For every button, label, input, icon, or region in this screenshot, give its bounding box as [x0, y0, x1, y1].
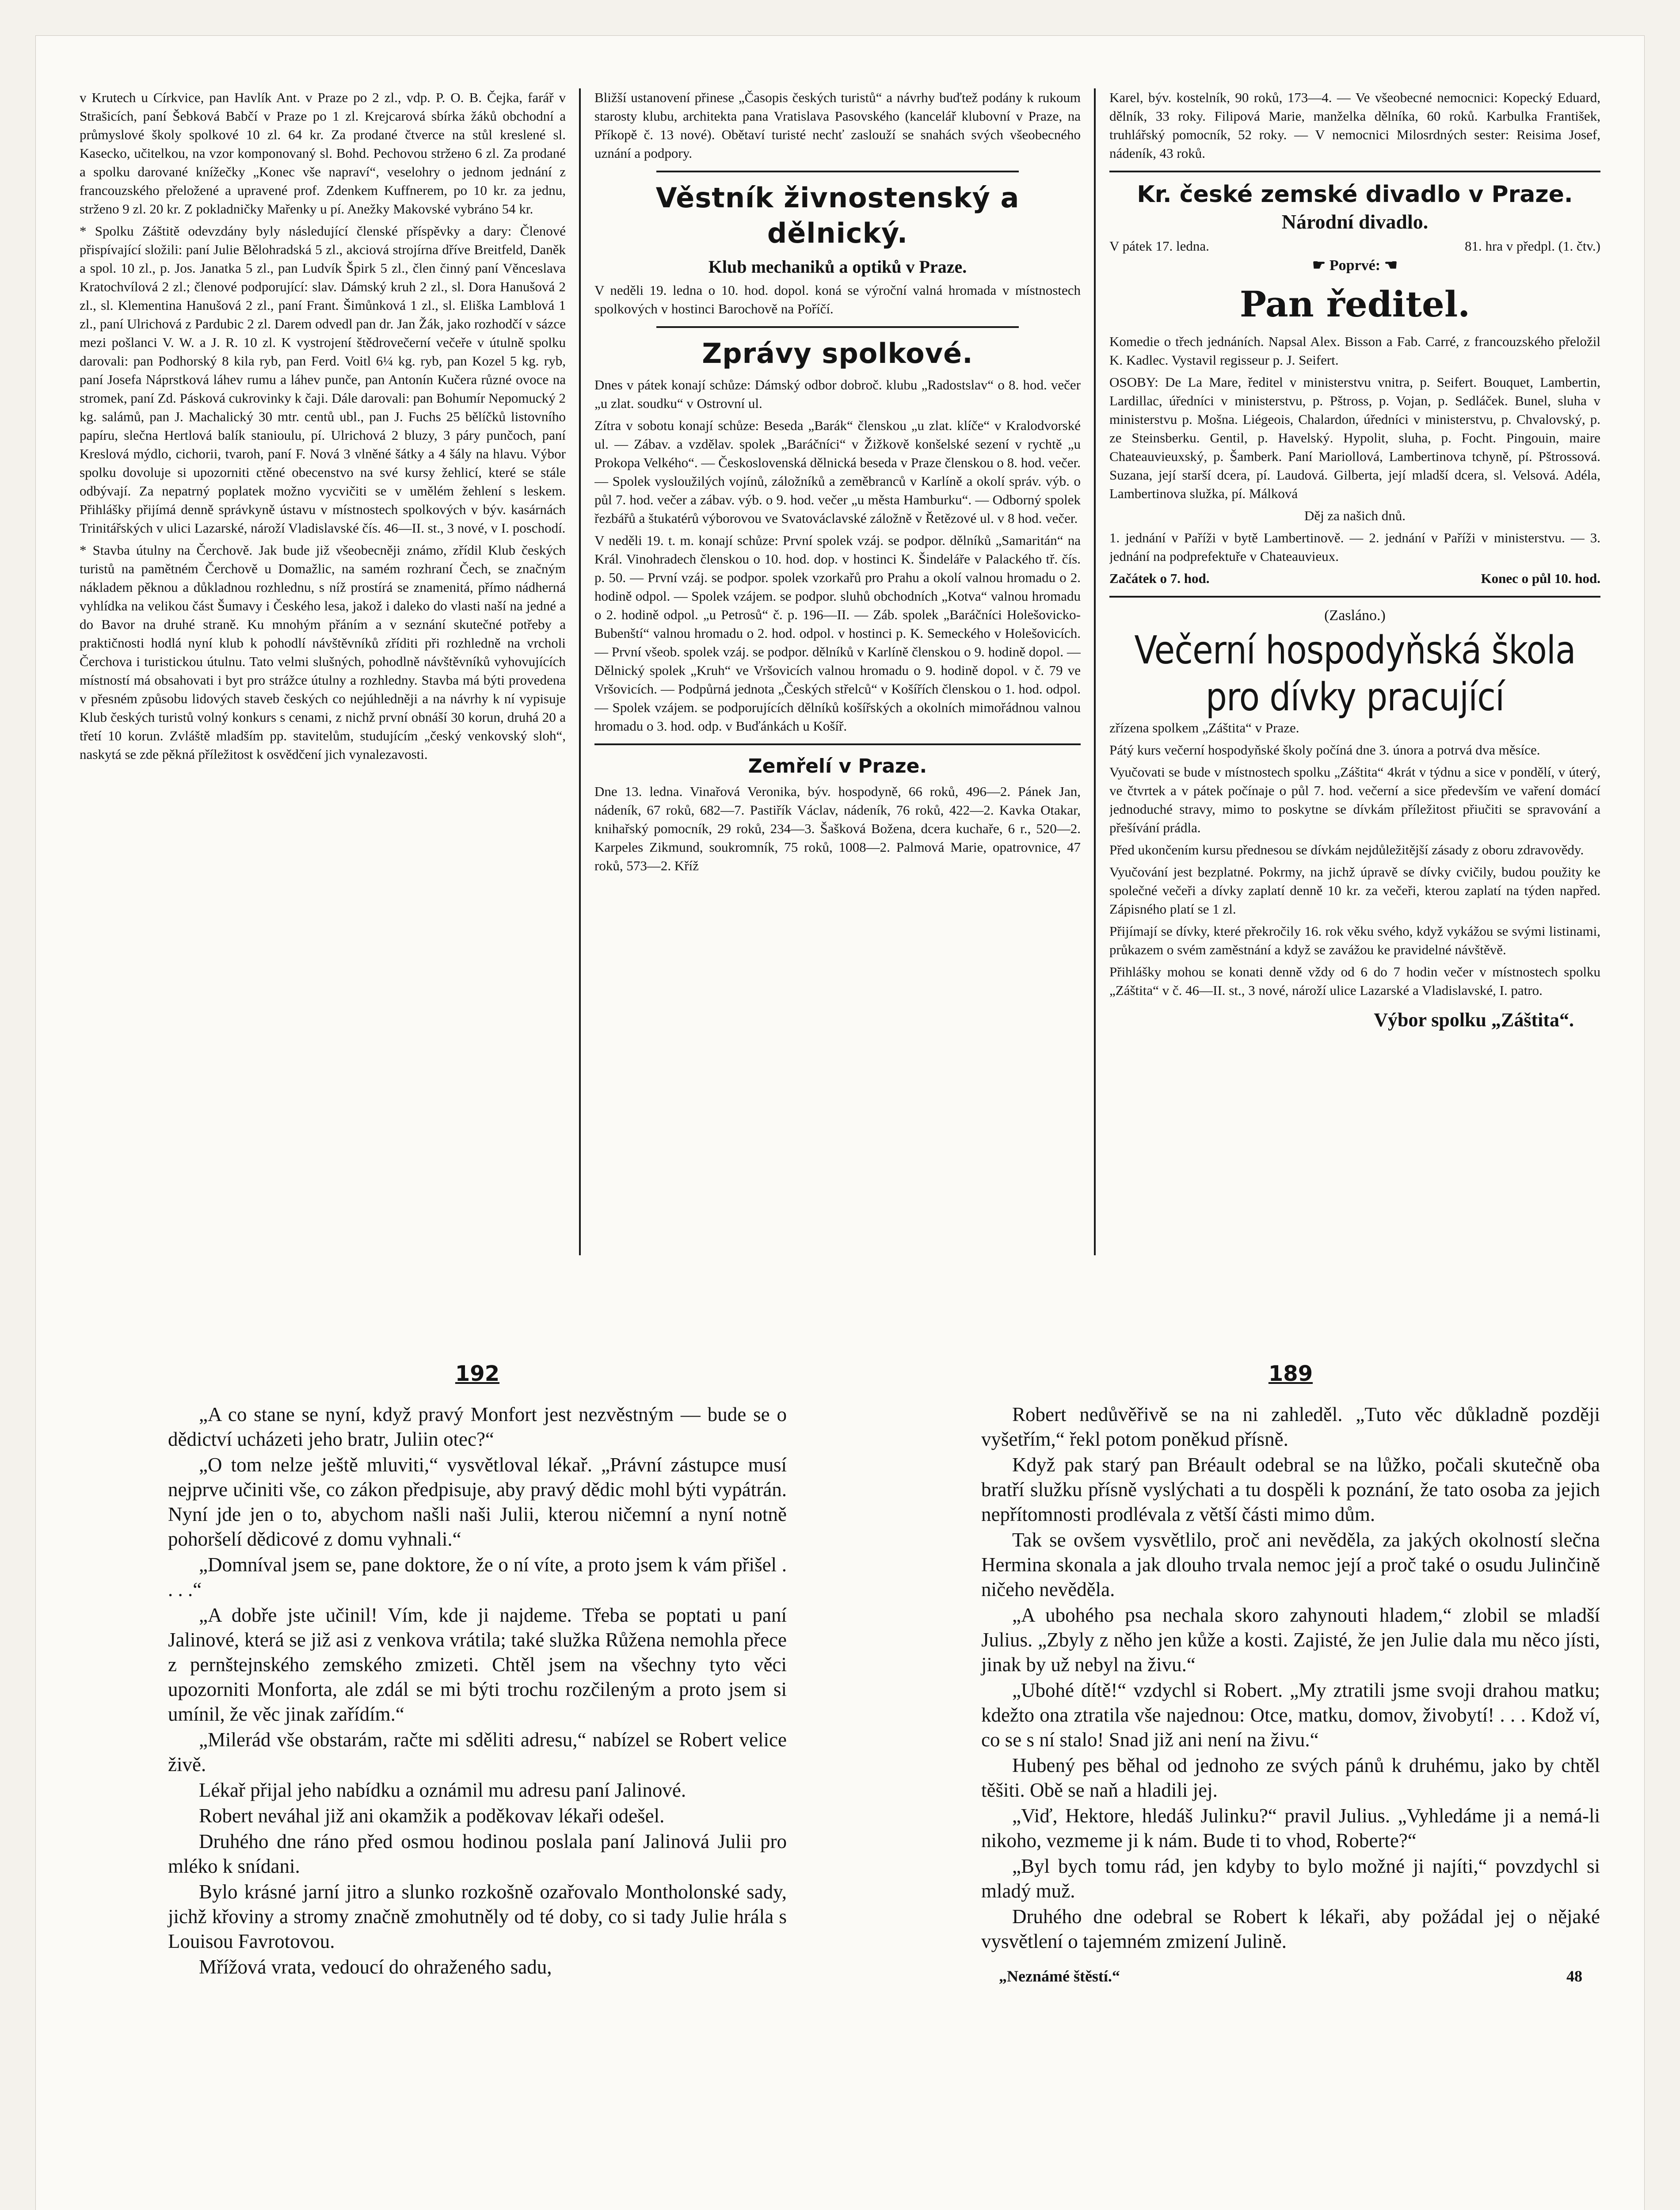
- notice-today-meetings: Dnes v pátek konají schůze: Dámský odbor dobroč. klubu „Radostslav“ o 8. hod. večer „u zlat. soudku“ v Ostrovní ul.: [594, 377, 1081, 411]
- section-rule: [1109, 596, 1600, 598]
- book-paragraph: Hubený pes běhal od jednoho ze svých pánů k druhému, jako by chtěl těšiti. Obě se naň a hladili jej.: [981, 1754, 1600, 1801]
- play-end-time: Konec o půl 10. hod.: [1481, 571, 1600, 586]
- subheading-mechanics-club: Klub mechaniků a optiků v Praze.: [708, 257, 967, 277]
- newspaper-section: [80, 88, 1600, 1255]
- ad-paragraph: Vyučování jest bezplatné. Pokrmy, na jichž úpravě se dívky cvičily, budou použity ke společné večeři a dívky zaplatí denně 10 kr. za večeři, kterou zaplatí na týden napřed. Zápisného platí se 1 zl.: [1109, 864, 1600, 917]
- play-setting: Děj za našich dnů.: [1304, 508, 1406, 523]
- theatre-subheading: Národní divadlo.: [1281, 210, 1429, 233]
- book-paragraph: Mřížová vrata, vedoucí do ohraženého sadu,: [199, 1956, 552, 1978]
- book-paragraph: „O tom nelze ještě mluviti,“ vysvětloval lékař. „Právní zástupce musí nejprve učiniti vše, co zákon předpisuje, aby pravý dědic mohl býti vypátrán. Nyní jde jen o to, abychom našli naši Julii, kterou ničemní a nyní notně pohoršelí dědicové z domu vyhnali.“: [168, 1454, 787, 1550]
- ad-paragraph: Přihlášky mohou se konati denně vždy od 6 do 7 hodin večer v místnostech spolku „Záštita“ v č. 46—II. st., 3 nové, nároží ulice Lazarské a Vladislavské, I. patro.: [1109, 964, 1600, 998]
- section-rule: [656, 171, 1019, 172]
- book-paragraph: „Ubohé dítě!“ vzdychl si Robert. „My ztratili jsme svoji drahou matku; kdežto ona ztratila vše najednou: Otce, matku, domov, živobytí! . . . Kdož ví, co se s ní stalo! Snad již ani není na živu.“: [981, 1679, 1600, 1751]
- book-paragraph: „Viď, Hektore, hledáš Julinku?“ pravil Julius. „Vyhledáme ji a nemá-li nikoho, vezmeme ji k nám. Bude ti to vhod, Roberte?“: [981, 1805, 1600, 1852]
- notice-saturday-meetings: Zítra v sobotu konají schůze: Beseda „Barák“ členskou „u zlat. klíče“ v Kralodvorské ul. — Zábav. a vzdělav. spolek „Baráčníci“ v Žižkově konšelské sezení v rychtě „u Prokopa Velkého“. — Československá dělnická beseda v Praze členskou o 8. hod. večer. — Spolek vysloužilých vojínů, záložníků a zeměbranců v Karlíně a okolí správ. výb. o půl 7. hod. večer a zábav. výb. o 9. hod. večer „u města Hamburku“. — Odborný spolek řezbářů a štukatérů výborovou ve Svatováclavské záložně v Řetězové ul. v 8 hod. večer.: [594, 418, 1081, 526]
- article-donations: v Krutech u Církvice, pan Havlík Ant. v Praze po 2 zl., vdp. P. O. B. Čejka, farář v Strašicích, paní Šebková Babčí v Praze po 1 zl. Krejcarová sbírka žáků obchodní a průmyslové školy spolkové 10 zl. 64 kr. Za prodané čtverce na stůl kreslené sl. Kasecko, učitelkou, na vzor komponovaný sl. Bohd. Pechovou stržено 6 zl. Za prodané a spolku darované knížečky „Konec vše napraví“, veselohry o jednom jednání z francouzského přeložené a upravené prof. Zdenkem Kuffnerem, po 10 kr. za jednu, strženo 9 zl. 20 kr. Z pokladničky Mařenky u pí. Anežky Makovské vybráno 54 kr.: [80, 90, 566, 217]
- ad-paragraph: Vyučovati se bude v místnostech spolku „Záštita“ 4krát v týdnu a sice v pondělí, v úterý, ve čtvrtek a v pátek počínaje o půl 7. hod. večerní a sice především ve vaření domácí jednoduché stravy, mimo to poskytne se dívkám příležitost přiučiti se spravování a přešívání prádla.: [1109, 764, 1600, 835]
- book-page-left: [168, 1361, 787, 2210]
- premiere-label: ☛ Poprvé: ☚: [1312, 257, 1398, 274]
- play-start-time: Začátek o 7. hod.: [1109, 571, 1210, 586]
- news-column-1: [80, 88, 566, 1255]
- column-divider: [1094, 88, 1096, 1255]
- ad-kicker: (Zasláno.): [1324, 607, 1386, 624]
- section-rule: [1109, 171, 1600, 172]
- book-paragraph: „A dobře jste učinil! Vím, kde ji najdeme. Třeba se poptati u paní Jalinové, která se již asi z venkova vrátila; také služka Růžena nemohla přece z pernštejnského zemského zmizeti. Chtěl jsem na všechny tyto věci upozorniti Monforta, ale zdál se mi býti trochu rozčileným a proto jsem si umínil, že věc jinak zařídím.“: [168, 1604, 787, 1725]
- play-times-row: [1109, 569, 1600, 588]
- performance-number: 81. hra v předpl. (1. čtv.): [1464, 238, 1600, 254]
- news-column-2: [594, 88, 1081, 1255]
- book-paragraph: Robert neváhal již ani okamžik a poděkovav lékaři odešel.: [199, 1805, 665, 1827]
- page-footer: [981, 1967, 1600, 1985]
- footer-signature-number: 48: [1566, 1967, 1582, 1985]
- ad-paragraph: Pátý kurs večerní hospodyňské školy počíná dne 3. února a potrvá dva měsíce.: [1109, 742, 1540, 758]
- section-rule: [656, 326, 1019, 328]
- book-paragraph: „A co stane se nyní, když pravý Monfort jest nezvěstným — bude se o dědictví ucházeti jeho bratr, Juliin otec?“: [168, 1403, 787, 1450]
- book-paragraph: „Domníval jsem se, pane doktore, že o ní víte, a proto jsem k vám přišel . . . .“: [168, 1554, 787, 1600]
- page-number: 189: [1268, 1361, 1313, 1386]
- death-notices-continued: Karel, býv. kostelník, 90 roků, 173—4. — Ve všeobecné nemocnici: Kopecký Eduard, dělník, 33 roky. Filipová Marie, manželka dělníka, 60 roků. Karbulka František, truhlářský pomocník, 52 roky. — V nemocnici Milosrdných sester: Reisima Josef, nádeník, 43 roků.: [1109, 90, 1600, 161]
- theatre-heading: Kr. české zemské divadlo v Praze.: [1137, 181, 1573, 208]
- book-paragraph: „Byl bych tomu rád, jen kdyby to bylo možné ji najíti,“ povzdychl si mladý muž.: [981, 1855, 1600, 1902]
- death-notices: Dne 13. ledna. Vinařová Veronika, býv. hospodyně, 66 roků, 496—2. Pánek Jan, nádeník, 67 roků, 682—7. Pastiřík Václav, nádeník, 76 roků, 422—2. Kavka Otakar, knihařský pomocník, 29 roků, 234—3. Šašková Božena, dcera kuchaře, 6 r., 520—2. Karpeles Zikmund, soukromník, 75 roků, 1008—2. Palmová Marie, opatrovnice, 47 roků, 573—2. Kříž: [594, 784, 1081, 873]
- footer-book-title: „Neznámé štěstí.“: [999, 1967, 1120, 1985]
- ad-paragraph: Přijímají se dívky, které překročily 16. rok věku svého, když vykážou se svými listinami, průkazem o svém zaměstnání a když se zavážou ke pravidelné návštěvě.: [1109, 923, 1600, 957]
- book-paragraph: Robert nedůvěřivě se na ni zahleděl. „Tuto věc důkladně později vyšetřím,“ řekl potom poněkud přísně.: [981, 1403, 1600, 1450]
- article-zastita-donations: * Spolku Záštitě odevzdány byly následující členské příspěvky a dary: Členové přispívající složili: paní Julie Bělohradská 5 zl., akciová strojírna dříve Breitfeld, Daněk a spol. 10 zl., p. Jos. Janatka 5 zl., pan Ludvík Špirk 5 zl., člen činný paní Věnceslava Kratochvílová 2 zl.; členové podporující: slav. Dámský kruh 2 zl., sl. Dora Hanušová 2 zl., sl. Klementina Hanušová 2 zl., paní Frant. Šimůnková 1 zl., sl. Eliška Lamblová 1 zl., paní Ulrichová z Pardubic 2 zl. Darem odvedl pan dr. Jan Žák, jako rozhodčí v sázce mezi pošlanci V. W. a J. R. 10 zl. K vystrojení štědrovečerní večeře v útulně spolku darovali: pan Podhorský 8 kila ryb, pan Ferd. Voitl 6¼ kg. ryb, pan Kozel 5 kg. ryb, paní Josefa Náprstková láhev rumu a láhev punče, pan Antonín Kučera různé ovoce na stromek, paní Zd. Pásková cukrovinky k čaji. Dále darovali: pan Bohumír Nepomucký 2 kg. salámů, pan J. Machalický 30 mtr. centů ubl., pan J. Fuchs 25 bělíčků listovního papíru, slečna Hertlová balík stanioulu, pí. Ulrichová 2 bluzy, 3 páry punčoch, paní Kreslová mýdlo, cichorii, tvaroh, paní F. Nová 3 vlněné šátky a 4 šály na hlavu. Výbor spolku dovoluje si upozorniti ctěné obecenstvo na své kursy žehlicí, které se stále odbývají. Za nepatrný poplatek možno vycvičiti se v umělém žehlení s leskem. Přihlášky přijímá denně správkyně ústavu v místnostech spolkových v býv. kasárnách Trinitářských v ulici Lazarské, nároží Vladislavské čís. 46—II. st., 3 nové, v I. poschodí.: [80, 223, 566, 536]
- section-rule: [594, 743, 1081, 745]
- notice-mechanics-club: V neděli 19. ledna o 10. hod. dopol. koná se výroční valná hromada v místnostech spolkových v hostinci Barochově na Poříčí.: [594, 282, 1081, 316]
- ad-intro: zřízena spolkem „Záštita“ v Praze.: [1109, 720, 1299, 735]
- performance-date: V pátek 17. ledna.: [1109, 238, 1209, 254]
- book-page-right: [981, 1361, 1600, 2210]
- notice-sunday-meetings: V neděli 19. t. m. konají schůze: První spolek vzáj. se podpor. dělníků „Samaritán“ na Král. Vinohradech členskou o 10. hod. dop. v hostinci K. Šindeláře v Palackého tř. čís. p. 50. — První vzáj. se podpor. spolek vzorkařů pro Prahu a okolí valnou hromadu o 2. hodině odpol. — Spolek vzájem. se podpor. sluhů obchodních „Kotva“ valnou hromadu o 2. hodině odpol. „u Petrosů“ č. p. 196—II. — Záb. spolek „Baráčníci Holešovicko-Bubenští“ valnou hromadu o 2. hod. odpol. v hostinci p. K. Semeckého v Holešovicích. — První všeob. spolek vzáj. se podpor. dělníků v Karlíně členskou o 9. hodině dopol. — Dělnický spolek „Kruh“ ve Vršovicích valnou hromadu o 9. hodině dopol. v č. 79 ve Vršovicích. — Podpůrná jednota „Českých střelců“ v Košířích členskou o 1. hod. odpol. — Spolek vzájem. se podporujících dělníků košířských a okolních mimořádnou valnou hromadu o 3. hod. odp. v Buďánkách u Košíř.: [594, 533, 1081, 734]
- news-column-3: [1109, 88, 1600, 1255]
- book-paragraph: Tak se ovšem vysvětlilo, proč ani nevěděla, za jakých okolností slečna Hermina skonala a jak dlouho trvala nemoc její a proč také o osudu Julinčině ničeho nevěděla.: [981, 1529, 1600, 1600]
- ad-title: Večerní hospodyňská škola pro dívky pracující: [1134, 627, 1576, 720]
- article-cerchov-continued: Bližší ustanovení přinese „Časopis českých turistů“ a návrhy buďtež podány k rukoum starosty klubu, architekta pana Vratislava Pasovského (kancelář klubovní v Praze, na Příkopě č. 13 nové). Obětaví turisté nechť zaslouží se snahách svých všeobecného uznání a podpory.: [594, 90, 1081, 161]
- book-paragraph: Bylo krásné jarní jitro a slunko rozkošně ozařovalo Montholonské sady, jichž křoviny a stromy značně zmohutněly od té doby, co si tady Julie hrála s Louisou Favrotovou.: [168, 1881, 787, 1952]
- performance-info-row: [1109, 237, 1600, 255]
- book-paragraph: Lékař přijal jeho nabídku a oznámil mu adresu paní Jalinové.: [199, 1779, 686, 1801]
- play-cast: OSOBY: De La Mare, ředitel v ministerstvu vnitra, p. Seifert. Bouquet, Lambertin, Lardillac, úředníci v ministerstvu, p. Pštross, p. Vojan, p. Sedláček. Bunel, sluha v ministerstvu p. Mošna. Liégeois, Chalardon, úředníci v ministerstvu, p. Chvalovský, p. ze Steinsberku. Gentil, p. Havelský. Hypolit, sluha, p. Focht. Pingouin, maire Chateauvieuxský, p. Šamberk. Paní Mariollová, Lambertinova tchyně, pí. Pštrossová. Suzana, její starší dcera, pí. Laudová. Gilberta, její mladší dcera, sl. Velsová. Adéla, Lambertinova služka, pí. Málková: [1109, 374, 1600, 501]
- column-divider: [579, 88, 581, 1255]
- ad-paragraph: Před ukončením kursu přednesou se dívkám nejdůležitější zásady z oboru zdravovědy.: [1109, 842, 1584, 857]
- play-acts: 1. jednání v Paříži v bytě Lambertinově. — 2. jednání v Paříži v ministerstvu. — 3. jednání na podprefektuře v Chateauvieux.: [1109, 530, 1600, 564]
- book-paragraph: Když pak starý pan Bréault odebral se na lůžko, počali skutečně oba bratří služku přísně vyslýchati a tu dospěli k poznání, že tato osoba za jejich nepřítomnosti prodlévala z větší části mimo dům.: [981, 1454, 1600, 1525]
- book-paragraph: „A ubohého psa nechala skoro zahynouti hladem,“ zlobil se mladší Julius. „Zbyly z něho jen kůže a kosti. Zajisté, že jen Julie dala mu něco jísti, jinak by už nebyl na živu.“: [981, 1604, 1600, 1676]
- page-number: 192: [455, 1361, 500, 1386]
- play-description: Komedie o třech jednáních. Napsal Alex. Bisson a Fab. Carré, z francouzského přeložil K. Kadlec. Vystavil regisseur p. J. Seifert.: [1109, 334, 1600, 368]
- book-paragraph: „Milerád vše obstarám, račte mi sděliti adresu,“ nabízel se Robert velice živě.: [168, 1729, 787, 1776]
- ad-signature: Výbor spolku „Záštita“.: [1374, 1009, 1574, 1031]
- book-paragraph: Druhého dne odebral se Robert k lékaři, aby požádal jej o nějaké vysvětlení o tajemném zmizení Julině.: [981, 1905, 1600, 1952]
- book-paragraph: Druhého dne ráno před osmou hodinou poslala paní Jalinová Julii pro mléko k snídani.: [168, 1830, 787, 1877]
- play-title: Pan ředitel.: [1239, 283, 1470, 325]
- article-cerchov-shelter: * Stavba útulny na Čerchově. Jak bude již všeobecněji známo, zřídil Klub českých turistů na pamětném Čerchově u Domažlic, na samém rozhraní Čech, se značným nákladem pěknou a důkladnou rozhlednu, s níž prostírá se znamenitá, přímo nádherná vyhlídka na velikou část Šumavy i Českého lesa, jakož i daleko do vlasti naší na jedné a do Bavor na druhé straně. Ku mnohým přáním a v seznání skutečné potřeby a praktičnosti hodlá nyní klub k pohodlí návštěvníků zříditi při rozhledně na vrcholi Čerchova i turistickou útulnu. Tato velmi slušných, pohodlně návštěvníků vyhovujících místností má obsahovati i byt pro strážce útulny a rozhledny. Stavba má býti provedena v přesném způsobu lidových staveb českých co nejúhledněji a na návrhy k ní vypisuje Klub českých turistů volný konkurs s cenami, z nichž první obnáší 30 korun, druhá 20 a třetí 10 korun. Zvláště mladším pp. stavitelům, studujícím „český venkovský sloh“, naskytá se zde pěkná příležitost k osvědčení jich vynalezavosti.: [80, 542, 566, 762]
- section-heading-trade: Věstník živnostenský a dělnický.: [655, 182, 1020, 249]
- section-heading-society-news: Zprávy spolkové.: [702, 337, 973, 370]
- section-heading-deaths: Zemřelí v Praze.: [748, 755, 927, 777]
- scanned-page: [35, 35, 1645, 2210]
